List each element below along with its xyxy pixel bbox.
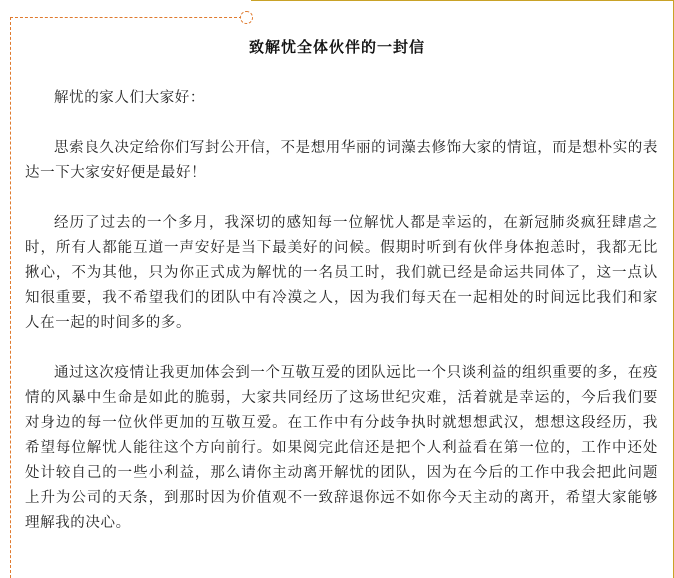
letter-title: 致解忧全体伙伴的一封信 <box>248 38 425 56</box>
letter-paragraph-2: 经历了过去的一个多月，我深切的感知每一位解忧人都是幸运的，在新冠肺炎疯狂肆虐之时，所有人都能互道一声安好是当下最美好的问候。假期时听到有伙伴身体抱恙时，我都无比揪心，不为其他，只为你正式成为解忧的一名员工时，我们就已经是命运共同体了，这一点认知很重要，我不希望我们的团队中有冷漠之人，因为我们每天在一起相处的时间远比我们和家人在一起的时间多的多。 <box>25 215 658 331</box>
letter-greeting: 解忧的家人们大家好： <box>54 90 205 106</box>
dashed-top-border <box>10 17 242 18</box>
letter-paragraph-3: 通过这次疫情让我更加体会到一个互敬互爱的团队远比一个只谈利益的组织重要的多，在疫情的风暴中生命是如此的脆弱，大家共同经历了这场世纪灾难，活着就是幸运的，今后我们要对身边的每一位伙伴更加的互敬互爱。在工作中有分歧争执时就想想武汉，想想这段经历，我希望每位解忧人能往这个方向前行。如果阅完此信还是把个人利益看在第一位的，工作中还处处计较自己的一些小利益，那么请你主动离开解忧的团队，因为在今后的工作中我会把此问题上升为公司的天条，到那时因为价值观不一致辞退你远不如你今天主动的离开，希望大家能够理解我的决心。 <box>25 365 658 531</box>
corner-circle-ornament <box>240 11 253 24</box>
letter-body <box>25 86 658 561</box>
top-border-line <box>251 0 674 1</box>
dashed-left-border <box>10 17 11 578</box>
letter-paragraph-1: 思索良久决定给你们写封公开信，不是想用华丽的词藻去修饰大家的情谊，而是想朴实的表达一下大家安好便是最好！ <box>25 140 658 181</box>
